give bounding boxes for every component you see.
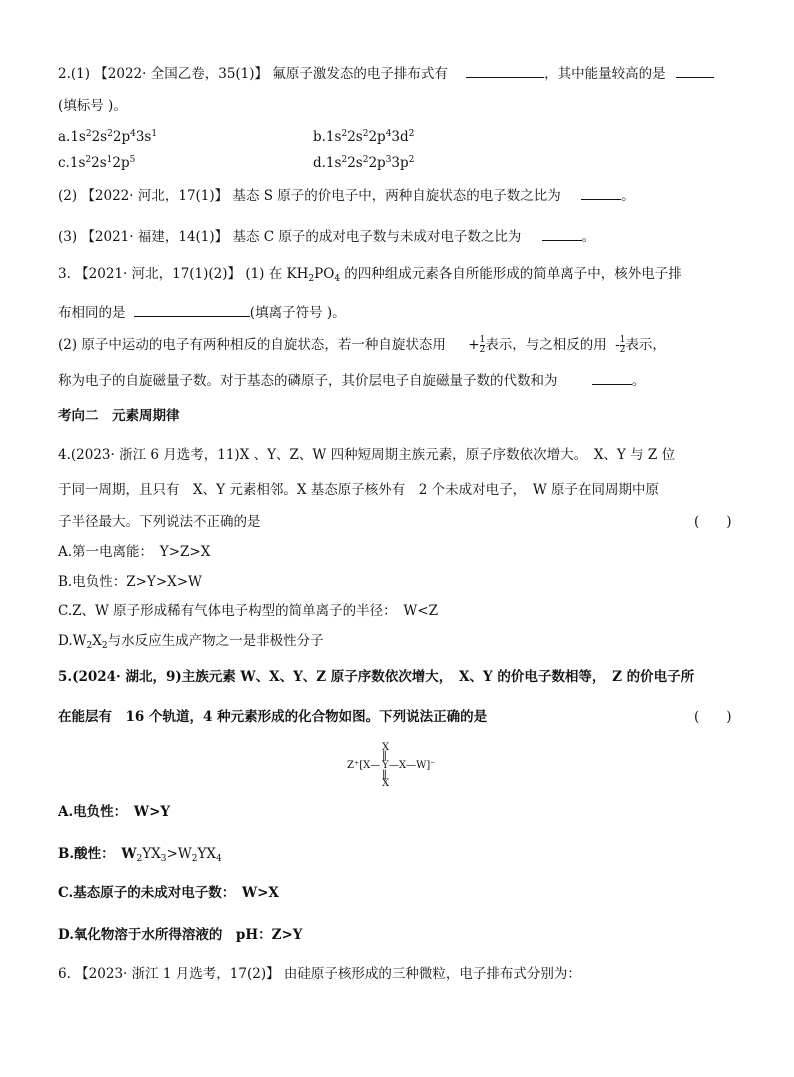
answer-blank[interactable]: [134, 303, 250, 317]
q2-line1: [58, 64, 714, 83]
q2-option-d: $d.1s^22s^22p^33p^2$: [313, 155, 415, 171]
q4-line3: 子半径最大。下列说法不正确的是: [58, 514, 261, 530]
answer-parentheses[interactable]: ( ): [694, 709, 732, 725]
q4-option-b: B.电负性：Z>Y>X>W: [58, 574, 202, 590]
fraction-one-half: $\frac{1}{2}$: [479, 335, 486, 355]
q2-part1-mid-text: ，其中能量较高的是: [544, 66, 666, 82]
q2-option-c: $c.1s^22s^12p^5$: [58, 155, 136, 171]
compound-structure-figure: [340, 740, 450, 790]
q5-option-d: D.氧化物溶于水所得溶液的 pH：Z>Y: [58, 927, 303, 943]
q5-option-a: A.电负性： W>Y: [58, 804, 171, 820]
q3-line1: 3. 【2021· 河北，17(1)(2)】 (1) 在 $KH_2PO_4$ 的四种组成元素各自所能形成的简单离子中，核外电子排: [58, 266, 682, 284]
q2-part1-text: 2.(1) 【2022· 全国乙卷，35(1)】 氟原子激发态的电子排布式有: [58, 66, 448, 82]
q5-line2: 在能层有 16 个轨道，4 种元素形成的化合物如图。下列说法正确的是: [58, 709, 488, 725]
q3-line4: 称为电子的自旋磁量子数。对于基态的磷原子，其价层电子自旋磁量子数的代数和为 。: [58, 373, 646, 389]
q4-line2: 于同一周期，且只有 X、Y 元素相邻。X 基态原子核外有 2 个未成对电子， W 原子在同周期中原: [58, 482, 660, 498]
answer-blank[interactable]: [676, 64, 714, 78]
q5-option-b: B.酸性： $W_2YX_3>W_2YX_4$: [58, 846, 222, 864]
q4-option-d: $D.W_2X_2$与水反应生成产物之一是非极性分子: [58, 633, 324, 651]
q4-option-c: C.Z、W 原子形成稀有气体电子构型的简单离子的半径： W<Z: [58, 603, 439, 619]
q2-option-a: $a.1s^22s^22p^43s^1$: [58, 129, 158, 145]
section-heading: 考向二 元素周期律: [58, 408, 180, 424]
q6-line1: 6. 【2023· 浙江 1 月选考，17(2)】 由硅原子核形成的三种微粒，电子排布式分别为：: [58, 966, 581, 982]
answer-blank[interactable]: [581, 186, 621, 200]
q4-line1: 4.(2023· 浙江 6 月选考，11)X 、Y、Z、W 四种短周期主族元素，原子序数依次增大。 X、Y 与 Z 位: [58, 447, 676, 463]
q2-option-b: $b.1s^22s^22p^43d^2$: [313, 129, 415, 145]
q5-option-c: C.基态原子的未成对电子数： W>X: [58, 885, 279, 901]
q2-line2: (填标号 )。: [58, 98, 127, 114]
struct-right: —X—W]⁻: [389, 760, 436, 771]
answer-parentheses[interactable]: ( ): [694, 514, 732, 530]
struct-center: Y: [382, 760, 389, 771]
svg-text:‖: ‖: [382, 750, 387, 761]
q4-option-a: A.第一电离能： Y>Z>X: [58, 544, 211, 560]
fraction-one-half: $\frac{1}{2}$: [619, 335, 626, 355]
answer-blank[interactable]: [466, 64, 544, 78]
q2-part2: (2) 【2022· 河北，17(1)】 基态 S 原子的价电子中，两种自旋状态的电子数之比为 。: [58, 188, 635, 204]
q3-line2: 布相同的是 (填离子符号 )。: [58, 305, 346, 321]
struct-bottom-x: X: [382, 778, 390, 789]
svg-text:‖: ‖: [382, 769, 387, 780]
q3-line3: (2) 原子中运动的电子有两种相反的自旋状态，若一种自旋状态用 + $\frac{1}{2}$ 表示，与之相反的用 - $\frac{1}{2}$ 表示，: [58, 335, 666, 355]
q2-part3: (3) 【2021· 福建，14(1)】 基态 C 原子的成对电子数与未成对电子数之比为 。: [58, 229, 596, 245]
answer-blank[interactable]: [592, 371, 632, 385]
struct-top-x: X: [382, 742, 390, 753]
answer-blank[interactable]: [542, 227, 582, 241]
struct-left: Z⁺[X—: [347, 760, 381, 771]
q5-line1: 5.(2024· 湖北，9)主族元素 W、X、Y、Z 原子序数依次增大， X、Y 的价电子数相等， Z 的价电子所: [58, 669, 695, 685]
